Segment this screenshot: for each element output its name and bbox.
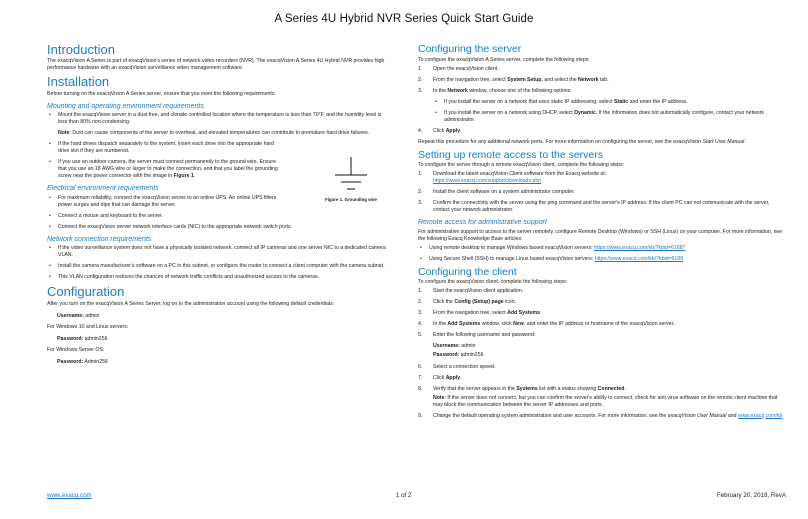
config-server-steps — [418, 66, 786, 95]
remote-access-text: To configure the server through a remote exacqVision client, complete the following steps: — [418, 162, 625, 169]
password-label: Password: — [57, 358, 84, 365]
client-steps-2 — [418, 364, 786, 420]
list-item: • If the hard drives dispatch separately to the system, insert each drive into the appropriate hard drive slot if they are numbered. — [47, 141, 283, 155]
installation-heading: Installation — [47, 74, 110, 90]
username-value: admin — [83, 312, 100, 319]
mounting-note — [58, 130, 392, 137]
step-item: 7. Click Apply. — [418, 374, 462, 381]
client-username-line: Username: admin — [433, 343, 476, 350]
electrical-heading: Electrical environment requirements — [47, 185, 159, 193]
kb-link-rdp[interactable]: https://www.exacq.com/kb/?kbid=61687 — [594, 244, 686, 251]
step-item: 6. Select a connection speed. — [418, 363, 496, 370]
grounding-figure — [318, 155, 384, 203]
network-heading: Network connection requirements — [47, 235, 152, 243]
kb-list — [418, 245, 786, 263]
footer-page-number: 1 of 2 — [396, 492, 412, 499]
step-item: 1. Start the exacqVision client application. — [418, 288, 524, 295]
admin-support-text: For administrative support to access to the server remotely, configure Remote Desktop (Windows) or SSH (Linux) on your computer. For more information, see the following Exacq Knowledge Base articles: — [418, 228, 783, 242]
note-label: Note — [58, 130, 70, 137]
password-label: Password: — [57, 335, 84, 342]
remote-steps — [418, 171, 786, 214]
step-item: 8. Verify that the server appears in the Systems list with a status showing Connected. Note: If the server does not connect, but you can confirm the server's ability to connect, check for anti virus software on the remote client machine that may block the communication between the server IP addresses and ports. — [418, 386, 786, 409]
list-item: • Mount the exacqVision server in a dust free, and climate controlled location where the temperature is less than 70°F, and the humidity level is less than 80% non-condensing. — [47, 112, 392, 126]
config-client-heading: Configuring the client — [418, 265, 517, 278]
username-line — [57, 313, 392, 320]
step-item: 5. Enter the following username and password: — [418, 332, 536, 339]
password-line-win10 — [57, 336, 392, 343]
list-item: • Install the camera manufacturer's software on a PC in this subnet, or configure the router to connect a client computer with the camera subnet. — [47, 263, 392, 270]
config-server-steps-2 — [418, 128, 786, 135]
ground-text-end: . — [193, 173, 196, 180]
config-client-text: To configure the exacqVision client, complete the following steps: — [418, 279, 568, 286]
step-item: 9. Change the default operating system administration and user accounts. For more information, see the exacqVision User Manual and www.exacq.com/kb — [418, 412, 783, 419]
figure-caption: Figure 1. Grounding wire — [325, 197, 377, 202]
mounting-heading: Mounting and operating environment requirements — [47, 102, 204, 110]
right-column — [418, 40, 786, 424]
figure-ref: Figure 1 — [173, 173, 194, 180]
network-options — [433, 99, 786, 124]
note-text: : Dust can cause components of the server to overheat, and elevated temperatures can contribute to premature hard drive failures. — [69, 130, 370, 137]
list-item: • If the video surveillance system does not have a physically isolated network, connect all IP cameras and one server NIC to a dedicated camera VLAN. — [47, 245, 392, 259]
step-item: 4. Click Apply. — [418, 127, 462, 134]
win10-label: For Windows 10 and Linux servers: — [47, 323, 129, 330]
step-item: 2. Click the Config (Setup) page icon. — [418, 299, 517, 306]
list-item: • Using remote desktop to manage Windows based exacqVision servers: https://www.exacq.com/kb/?kbid=61687 — [418, 245, 786, 252]
list-item: • Connect a mouse and keyboard to the server. — [47, 213, 392, 220]
list-item: • For maximum reliability, connect the exacqVision server to an online UPS. An online UPS filters power surges and dips that can damage the server. — [47, 195, 283, 209]
password-value: Admin256 — [83, 358, 108, 365]
introduction-heading: Introduction — [47, 42, 115, 57]
client-note: Note: If the server does not connect, but you can confirm the server's ability to connect, check for anti virus software on the remote client machine that may block the communication between the server IP addresses and ports. — [433, 394, 778, 408]
ground-icon — [331, 155, 371, 195]
ground-text: If you use an outdoor camera, the server must connect permanently to the ground wire. Ensure that you use an 18 AWG wire or larger to make the connection, and that you label the grounding screw near the power connector with the image in — [58, 159, 278, 180]
network-list — [47, 245, 392, 281]
installation-text: Before turning on the exacqVision A Series server, ensure that you meet the following requirements. — [47, 90, 276, 97]
left-column — [47, 40, 392, 370]
footer-website-link[interactable]: www.exacq.com — [47, 492, 92, 499]
admin-support-heading: Remote access for administrative support — [418, 219, 547, 227]
kb-link-ssh[interactable]: https://www.exacq.com/kb/?kbid=6188 — [594, 255, 684, 262]
list-item: • Connect the exacqVision server network interface cards (NIC) to the appropriate network switch ports. — [47, 224, 392, 231]
remote-access-heading: Setting up remote access to the servers — [418, 148, 604, 161]
footer-date: February 20, 2018, RevA — [716, 492, 786, 499]
step-item: 4. In the Add Systems window, click New, and enter the IP address or hostname of the exacqVision server. — [418, 321, 675, 328]
client-password-line: Password: admin256 — [433, 352, 484, 359]
step-item: 2. Install the client software on a system administrator computer. — [418, 189, 575, 196]
username-label: Username: — [57, 312, 84, 319]
password-line-winserver — [57, 359, 392, 366]
kb-home-link[interactable]: www.exacq.com/kb — [738, 412, 783, 419]
mounting-list — [47, 112, 392, 126]
introduction-text: The exacqVision A Series is part of exacqVision's series of network video recorders (NVR). The exacqVision A Series 4U Hybrid NVR provides high performance hardware with an exacqVision surveillance video management software. — [47, 58, 385, 72]
config-server-text: To configure the exacqVision A Series server, complete the following steps: — [418, 56, 590, 63]
list-item: • Using Secure Shell (SSH) to manage Linux based exacqVision servers: https://www.exacq.com/kb/?kbid=6188 — [418, 256, 786, 263]
page-title: A Series 4U Hybrid NVR Series Quick Start Guide — [274, 13, 534, 25]
repeat-text: Repeat this procedure for any additional network ports. For more information on configuring the server, see the exacqVision Start User Manual. — [418, 138, 746, 145]
step-item: 2. From the navigation tree, select System Setup, and select the Network tab. — [418, 76, 609, 83]
list-item: • This VLAN configuration reduces the chances of network traffic conflicts and unauthorized access to the cameras. — [47, 274, 392, 281]
password-value: admin256 — [83, 335, 108, 342]
step-item: 1. Open the exacqVision client. — [418, 65, 499, 72]
step-item: 1. Download the latest exacqVision Client software from the Exacq website at: https://www.exacq.com/support/downloads.php — [418, 171, 607, 185]
configuration-text: After you turn on the exacqVision A Series Server, log on to the administration account using the following default credentials: — [47, 300, 335, 307]
list-item: • If you install the server on a network that uses static IP addressing, select Static and enter the IP address. — [433, 99, 786, 106]
step-item: 3. In the Network window, choose one of the following options: — [418, 87, 572, 94]
step-item: 3. Confirm the connectivity with the server using the ping command and the server's IP address. If the client PC can not communicate with the server, contact your network administrator. — [418, 200, 770, 214]
step-item: 3. From the navigation tree, select Add Systems. — [418, 310, 542, 317]
configuration-heading: Configuration — [47, 284, 125, 300]
list-item — [47, 159, 283, 180]
winserver-label: For Windows Server OS: — [47, 346, 105, 353]
client-steps — [418, 288, 786, 339]
config-server-heading: Configuring the server — [418, 43, 522, 55]
downloads-link[interactable]: https://www.exacq.com/support/downloads.php — [433, 178, 542, 185]
list-item: • If you install the server on a network using DHCP, select Dynamic. If the information does not automatically configure, contact your network administrator. — [433, 110, 786, 124]
